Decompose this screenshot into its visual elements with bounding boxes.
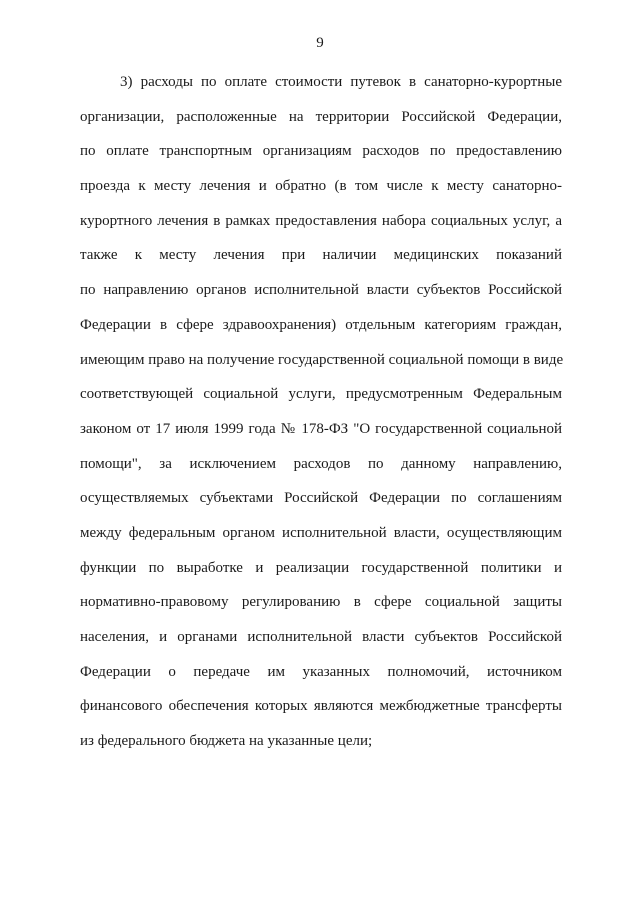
text-line: имеющим право на получение государственной социальной помощи в виде	[80, 351, 564, 368]
text-line: 3) расходы по оплате стоимости путевок в санаторно-курортные	[120, 74, 562, 90]
text-line: Федерации о передаче им указанных полномочий, источником	[80, 663, 562, 680]
text-line: проезда к месту лечения и обратно (в том числе к месту санаторно-	[80, 178, 562, 195]
page-number: 9	[316, 35, 324, 51]
text-line: также к месту лечения при наличии медицинских показаний	[80, 247, 562, 264]
text-line: соответствующей социальной услуги, предусмотренным Федеральным	[80, 386, 562, 403]
text-line: между федеральным органом исполнительной власти, осуществляющим	[80, 524, 562, 541]
text-line: курортного лечения в рамках предоставления набора социальных услуг, а	[80, 212, 562, 229]
text-line: организации, расположенные на территории Российской Федерации,	[80, 108, 562, 125]
text-line: Федерации в сфере здравоохранения) отдельным категориям граждан,	[80, 316, 562, 333]
text-line: населения, и органами исполнительной власти субъектов Российской	[80, 629, 562, 645]
text-line: из федерального бюджета на указанные цели;	[80, 733, 373, 750]
text-line: по оплате транспортным организациям расходов по предоставлению	[80, 143, 562, 160]
text-line: нормативно-правовому регулированию в сфере социальной защиты	[80, 594, 562, 611]
text-line: осуществляемых субъектами Российской Федерации по соглашениям	[80, 490, 562, 507]
paragraph-item-3	[80, 71, 562, 765]
text-line: законом от 17 июля 1999 года № 178-ФЗ "О государственной социальной	[80, 420, 562, 437]
text-line: финансового обеспечения которых являются межбюджетные трансферты	[80, 698, 562, 715]
text-line: помощи", за исключением расходов по данному направлению,	[80, 455, 562, 472]
text-line: по направлению органов исполнительной власти субъектов Российской	[80, 282, 562, 299]
text-line: функции по выработке и реализации государственной политики и	[80, 559, 562, 576]
